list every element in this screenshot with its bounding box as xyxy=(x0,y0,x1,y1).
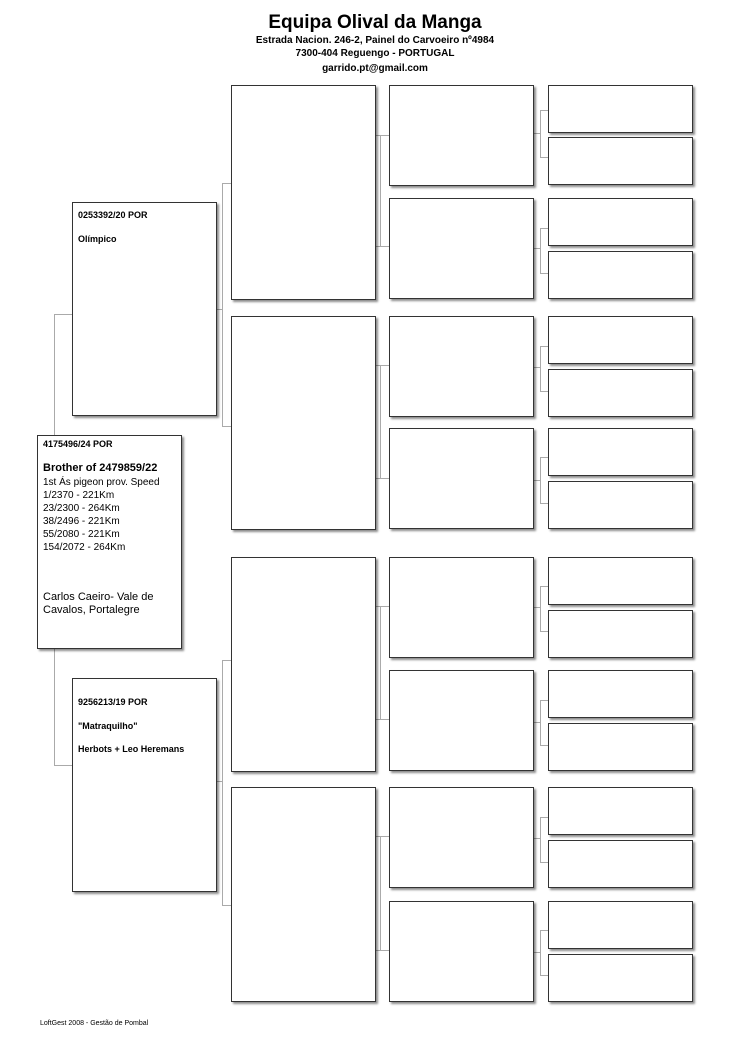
dam-card xyxy=(72,678,217,892)
great-grandparent-card xyxy=(389,198,534,299)
subject-breeder: Carlos Caeiro- Vale de Cavalos, Portalegre xyxy=(43,591,154,616)
footer-text: LoftGest 2008 - Gestão de Pombal xyxy=(40,1020,149,1027)
connector-line xyxy=(222,660,231,661)
address-line-1: Estrada Nacion. 246-2, Painel do Carvoeiro nº4984 xyxy=(255,35,495,46)
dam-ring-number: 9256213/19 POR xyxy=(78,697,148,707)
connector-line xyxy=(540,228,548,229)
great-great-grandparent-card xyxy=(548,954,693,1002)
connector-line xyxy=(540,700,541,745)
connector-line xyxy=(375,246,389,247)
connector-line xyxy=(540,391,548,392)
connector-line xyxy=(222,183,231,184)
connector-line xyxy=(540,586,548,587)
connector-line xyxy=(540,631,548,632)
connector-line xyxy=(375,606,389,607)
connector-line xyxy=(540,110,548,111)
connector-line xyxy=(380,606,381,719)
connector-line xyxy=(375,478,389,479)
connector-line xyxy=(540,346,541,391)
great-great-grandparent-card xyxy=(548,198,693,246)
great-great-grandparent-card xyxy=(548,787,693,835)
great-grandparent-card xyxy=(389,787,534,888)
connector-line xyxy=(380,365,381,478)
result-line: 38/2496 - 221Km xyxy=(43,516,120,527)
connector-line xyxy=(540,700,548,701)
connector-line xyxy=(540,346,548,347)
connector-line xyxy=(375,719,389,720)
great-great-grandparent-card xyxy=(548,137,693,185)
grandparent-card xyxy=(231,85,376,300)
connector-line xyxy=(540,817,548,818)
connector-line xyxy=(540,862,548,863)
subject-ring-number: 4175496/24 POR xyxy=(43,439,113,449)
connector-line xyxy=(540,745,548,746)
connector-line xyxy=(533,133,540,134)
grandparent-card xyxy=(231,316,376,530)
connector-line xyxy=(540,457,541,503)
connector-line xyxy=(540,228,541,273)
result-line: 23/2300 - 264Km xyxy=(43,503,120,514)
connector-line xyxy=(533,952,540,953)
great-great-grandparent-card xyxy=(548,557,693,605)
great-great-grandparent-card xyxy=(548,840,693,888)
subject-pigeon-card xyxy=(37,435,182,649)
connector-line xyxy=(540,503,548,504)
connector-line xyxy=(540,930,548,931)
sire-name: Olímpico xyxy=(78,234,117,244)
sire-card xyxy=(72,202,217,416)
connector-line xyxy=(540,110,541,157)
connector-line xyxy=(375,365,389,366)
connector-line xyxy=(533,722,540,723)
dam-name: "Matraquilho" xyxy=(78,721,138,731)
address-line-2: 7300-404 Reguengo - PORTUGAL xyxy=(295,48,455,59)
email: garrido.pt@gmail.com xyxy=(322,63,428,74)
connector-line xyxy=(540,586,541,631)
great-grandparent-card xyxy=(389,557,534,658)
connector-line xyxy=(533,607,540,608)
great-great-grandparent-card xyxy=(548,369,693,417)
result-line: 1st Ás pigeon prov. Speed xyxy=(43,477,160,488)
great-grandparent-card xyxy=(389,901,534,1002)
connector-line xyxy=(540,975,548,976)
connector-line xyxy=(375,135,389,136)
great-grandparent-card xyxy=(389,85,534,186)
connector-line xyxy=(222,905,231,906)
great-grandparent-card xyxy=(389,316,534,417)
connector-line xyxy=(380,836,381,950)
connector-line xyxy=(533,367,540,368)
connector-line xyxy=(375,836,389,837)
connector-line xyxy=(54,765,72,766)
dam-breeder: Herbots + Leo Heremans xyxy=(78,744,185,754)
sire-ring-number: 0253392/20 POR xyxy=(78,210,148,220)
grandparent-card xyxy=(231,787,376,1002)
result-line: 55/2080 - 221Km xyxy=(43,529,120,540)
great-great-grandparent-card xyxy=(548,316,693,364)
great-great-grandparent-card xyxy=(548,481,693,529)
great-great-grandparent-card xyxy=(548,723,693,771)
great-great-grandparent-card xyxy=(548,251,693,299)
connector-line xyxy=(540,457,548,458)
connector-line xyxy=(540,817,541,862)
subject-results xyxy=(43,476,160,554)
connector-line xyxy=(54,314,72,315)
connector-line xyxy=(54,649,55,765)
connector-line xyxy=(540,273,548,274)
connector-line xyxy=(222,426,231,427)
result-line: 154/2072 - 264Km xyxy=(43,542,126,553)
connector-line xyxy=(222,183,223,426)
great-great-grandparent-card xyxy=(548,901,693,949)
great-grandparent-card xyxy=(389,428,534,529)
connector-line xyxy=(533,480,540,481)
great-grandparent-card xyxy=(389,670,534,771)
connector-line xyxy=(380,135,381,246)
result-line: 1/2370 - 221Km xyxy=(43,490,115,501)
great-great-grandparent-card xyxy=(548,428,693,476)
great-great-grandparent-card xyxy=(548,670,693,718)
connector-line xyxy=(540,157,548,158)
connector-line xyxy=(533,248,540,249)
connector-line xyxy=(222,660,223,905)
grandparent-card xyxy=(231,557,376,772)
great-great-grandparent-card xyxy=(548,85,693,133)
page-title: Equipa Olival da Manga xyxy=(268,12,482,33)
connector-line xyxy=(54,314,55,437)
subject-name: Brother of 2479859/22 xyxy=(43,462,158,474)
great-great-grandparent-card xyxy=(548,610,693,658)
connector-line xyxy=(375,950,389,951)
connector-line xyxy=(533,838,540,839)
connector-line xyxy=(540,930,541,975)
